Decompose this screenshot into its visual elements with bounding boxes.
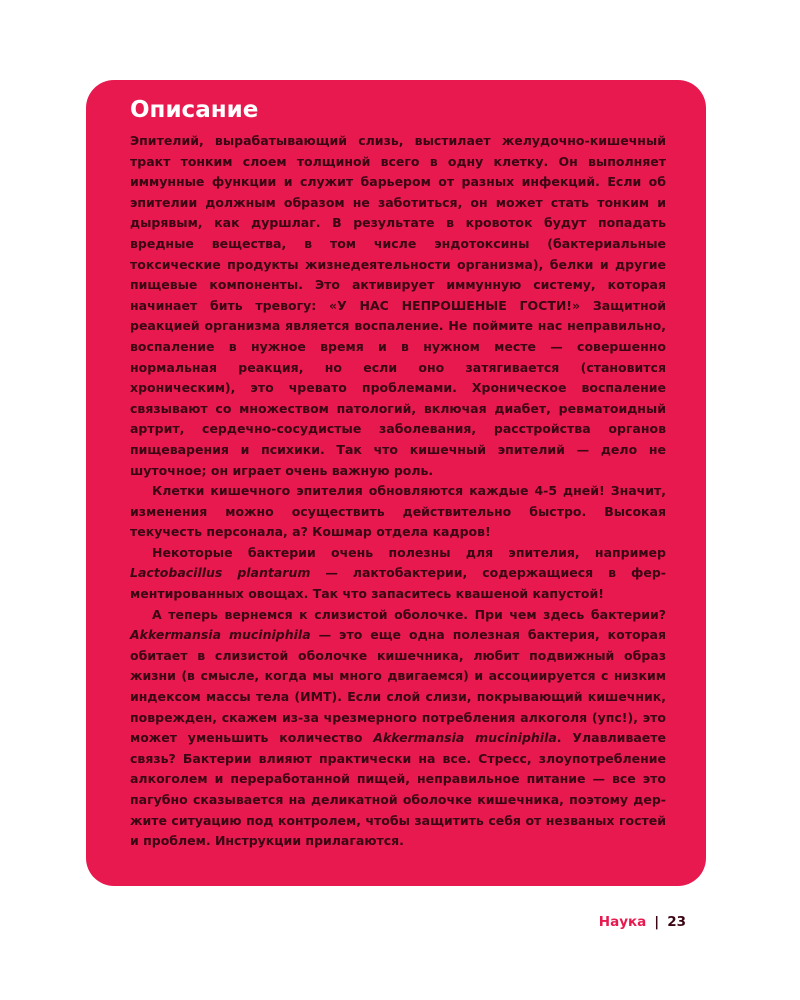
description-box [86,80,706,886]
species-name-italic: Akkermansia muciniphila [130,627,311,643]
paragraph-text: . Улавливаете связь? Бактерии влияют практически на все. Стресс, злоупотребление алкоголем и переработанной пищей, неправильное питание — все это пагубно сказывается на деликатной оболочке кишечника, поэтому держите ситуацию под контролем, чтобы защитить себя от незваных гостей и проблем. Инструкции прилагаются. [130,730,666,849]
box-body [130,131,666,852]
paragraph-3 [130,543,666,605]
page-footer [599,912,686,932]
species-name-italic: Akkermansia muciniphila [373,730,557,746]
species-name-italic: Lactobacillus plantarum [130,565,311,581]
paragraph-text: — это еще одна полезная бактерия, которая обитает в слизистой оболочке кишечника, любит подвижный образ жизни (в смысле, когда мы много двигаемся) и ассоциируется с низким индексом массы тела (ИМТ). Если слой слизи, покрывающий кишечник, поврежден, скажем из-за чрезмерного потребления алкоголя (упс!), это может уменьшить количество [130,627,666,746]
footer-separator: | [654,914,660,930]
paragraph-text: — лактобактерии, содержащиеся в ферментированных овощах. Так что запаситесь квашеной капустой! [130,565,666,602]
page-number: 23 [667,914,686,930]
paragraph-4 [130,605,666,852]
paragraph-text: Клетки кишечного эпителия обновляются каждые 4-5 дней! Значит, изменения можно осуществить действительно быстро. Высокая текучесть персонала, а? Кошмар отдела кадров! [130,483,666,540]
paragraph-2 [130,481,666,543]
paragraph-text: А теперь вернемся к слизистой оболочке. При чем здесь бактерии? [152,606,666,622]
box-title: Описание [130,97,259,123]
section-name: Наука [598,914,647,930]
paragraph-1 [130,131,666,481]
paragraph-text: Некоторые бактерии очень полезны для эпителия, например [152,544,666,560]
paragraph-text: Эпителий, вырабатывающий слизь, выстилает желудочно-кишечный тракт тонким слоем толщиной всего в одну клетку. Он выполняет иммунные функции и служит барьером от разных инфекций. Если об эпителии должным образом не заботиться, он может стать тонким и дырявым, как дуршлаг. В результате в кровоток будут попадать вредные вещества, в том числе эндотоксины (бактериальные токсические продукты жизнедеятельности организма), белки и другие пищевые компоненты. Это активирует иммунную систему, которая начинает бить тревогу: «У НАС НЕПРОШЕНЫЕ ГОСТИ!» Защитной реакцией организма является воспаление. Не поймите нас неправильно, воспаление в нужное время и в нужном месте — совершенно нормальная реакция, но если оно затягивается (становится хроническим), это чревато проблемами. Хроническое воспаление связывают со множеством патологий, включая диабет, ревматоидный артрит, сердечно-сосудистые заболевания, расстройства органов пищеварения и психики. Так что кишечный эпителий — дело не шуточное; он играет очень важную роль. [130,133,666,478]
